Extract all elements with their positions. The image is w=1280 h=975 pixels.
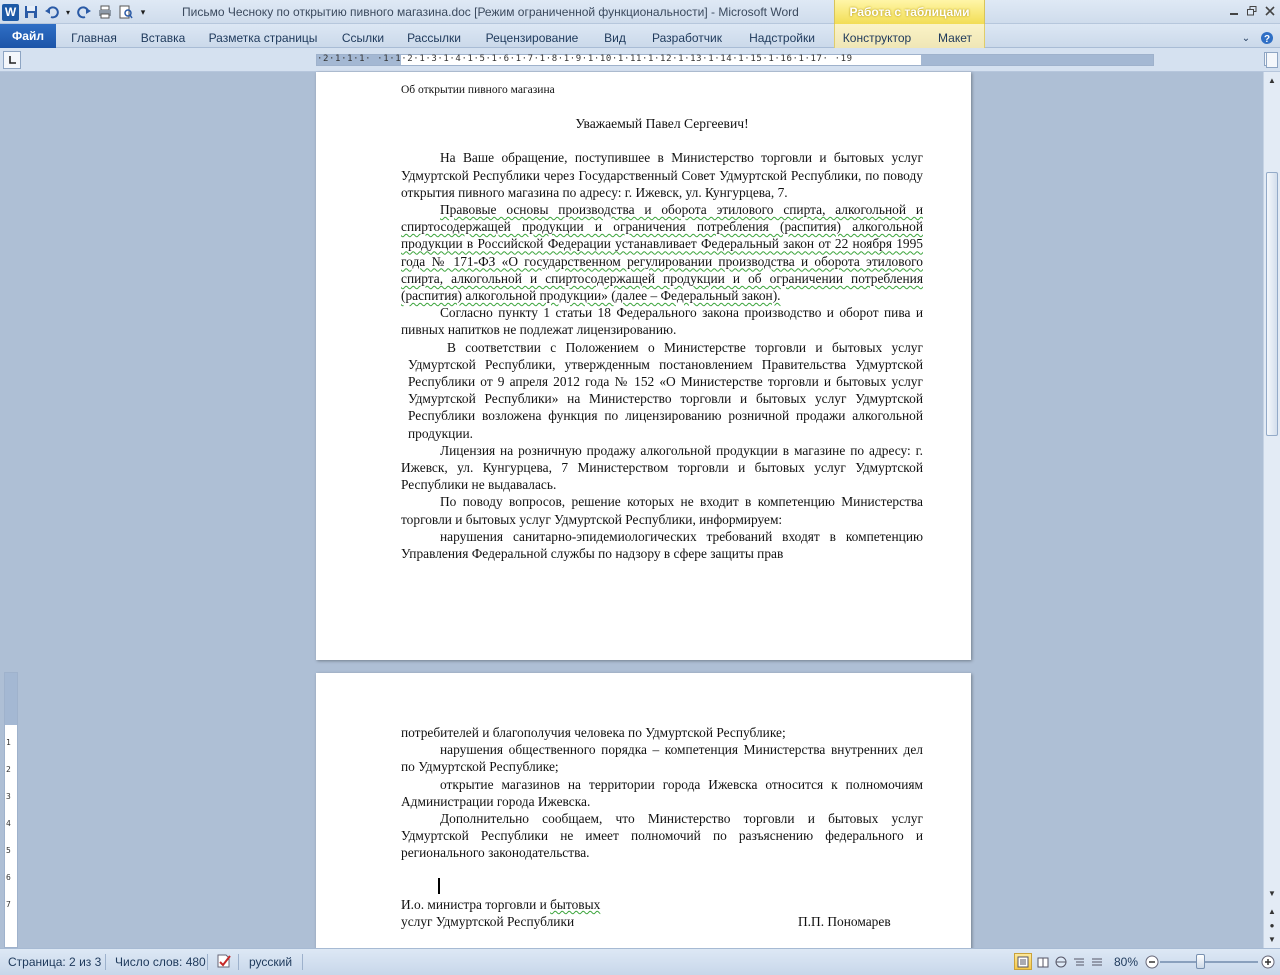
letter-greeting: Уважаемый Павел Сергеевич! <box>575 116 749 132</box>
print-preview-icon[interactable] <box>117 3 135 21</box>
paragraph: В соответствии с Положением о Министерстве торговли и бытовых услуг Удмуртской Республики, утвержденным постановлением Правительства Удмуртской Республики от 9 апреля 2012 года № 152 «О Министерстве торговли и бытовых услуг Удмуртской Республики» на Министерство торговли и бытовых услуг Удмуртской Республики возложена функция по лицензированию розничной продажи алкогольной продукции. <box>408 339 923 441</box>
tab-developer[interactable]: Разработчик <box>652 31 722 45</box>
signature-block <box>401 896 941 930</box>
vertical-scrollbar[interactable] <box>1263 72 1280 948</box>
outline-view-icon[interactable] <box>1070 953 1088 970</box>
vertical-ruler-top-margin <box>5 673 17 725</box>
zoom-in-icon[interactable] <box>1259 953 1277 970</box>
tab-view[interactable]: Вид <box>604 31 626 45</box>
status-separator <box>105 954 106 970</box>
table-tools-group-title: Работа с таблицами <box>834 0 985 24</box>
letter-subject: Об открытии пивного магазина <box>401 84 555 96</box>
zoom-out-icon[interactable] <box>1143 953 1161 970</box>
save-icon[interactable] <box>22 3 40 21</box>
word-app-icon[interactable]: W <box>2 4 19 21</box>
proofing-errors-icon[interactable] <box>216 953 232 972</box>
paragraph: открытие магазинов на территории города Ижевска относится к полномочиям Администрации города Ижевска. <box>401 776 923 809</box>
tab-stop-selector[interactable] <box>3 51 21 69</box>
tab-home[interactable]: Главная <box>71 31 117 45</box>
paragraph: На Ваше обращение, поступившее в Министерство торговли и бытовых услуг Удмуртской Республики через Государственный Совет Удмуртской Республики, по поводу открытия пивного магазина по адресу: г. Ижевск, ул. Кунгурцева, 7. <box>401 150 923 200</box>
undo-icon[interactable] <box>43 3 61 21</box>
horizontal-ruler[interactable] <box>316 54 1154 66</box>
title-bar <box>0 0 1280 24</box>
paragraph: Согласно пункту 1 статьи 18 Федерального закона производство и оборот пива и пивных напитков не подлежат лицензированию. <box>401 305 923 338</box>
paragraph: Дополнительно сообщаем, что Министерство торговли и бытовых услуг Удмуртской Республики не имеет полномочий по разъяснению федерального и регионального законодательства. <box>401 811 923 861</box>
ruler-bar <box>0 48 1280 72</box>
help-icon[interactable] <box>1258 28 1276 48</box>
scroll-thumb[interactable] <box>1266 172 1278 436</box>
status-separator <box>302 954 303 970</box>
svg-text:?: ? <box>1263 34 1271 45</box>
vertical-ruler-scale: 1 2 3 4 5 6 7 <box>6 738 11 909</box>
vertical-ruler[interactable] <box>4 672 18 948</box>
undo-dropdown-icon[interactable]: ▾ <box>65 7 70 17</box>
web-layout-view-icon[interactable] <box>1052 953 1070 970</box>
full-screen-reading-view-icon[interactable] <box>1034 953 1052 970</box>
zoom-level[interactable]: 80% <box>1114 955 1139 969</box>
window-title: Письмо Чесноку по открытию пивного магазина.doc [Режим ограниченной функциональности] - Microsoft Word <box>182 5 799 19</box>
document-page-1[interactable] <box>316 72 971 660</box>
status-bar <box>0 948 1280 975</box>
ribbon-tab-bar <box>0 24 1280 48</box>
redo-icon[interactable] <box>75 3 93 21</box>
grammar-flagged-paragraph: Правовые основы производства и оборота этилового спирта, алкогольной и спиртосодержащей продукции и ограничения потребления (распития) алкогольной продукции в Российской Федерации устанавливает Федеральный закон от 22 ноября 1995 года № 171-ФЗ «О государственном регулировании производства и оборота этилового спирта, алкогольной и спиртосодержащей продукции и об ограничении потребления (распития) алкогольной продукции» (далее – Федеральный закон). <box>401 202 923 304</box>
paragraph: потребителей и благополучия человека по Удмуртской Республике; <box>401 725 786 740</box>
language-status[interactable]: русский <box>249 955 293 969</box>
print-icon[interactable] <box>96 3 114 21</box>
paragraph: Лицензия на розничную продажу алкогольной продукции в магазине по адресу: г. Ижевск, ул. Кунгурцева, 7 Министерством торговли и бытовых услуг Удмуртской Республики не выдавалась. <box>401 442 923 493</box>
status-separator <box>238 954 239 970</box>
tab-insert[interactable]: Вставка <box>140 31 186 45</box>
select-browse-object-icon[interactable]: ● <box>1269 920 1275 930</box>
previous-page-icon[interactable]: ▲ <box>1268 906 1276 916</box>
draft-view-icon[interactable] <box>1088 953 1106 970</box>
next-page-icon[interactable]: ▼ <box>1268 934 1276 944</box>
restore-icon[interactable] <box>1244 3 1260 19</box>
tab-addins[interactable]: Надстройки <box>749 31 815 45</box>
tab-references[interactable]: Ссылки <box>341 31 385 45</box>
document-page-2[interactable] <box>316 673 971 953</box>
signatory-name: П.П. Пономарев <box>798 914 891 929</box>
page-2-text[interactable] <box>401 724 923 862</box>
tab-file[interactable]: Файл <box>0 24 56 48</box>
text-cursor <box>438 878 440 894</box>
close-icon[interactable] <box>1262 3 1278 19</box>
tab-table-layout[interactable]: Макет <box>938 31 972 45</box>
quick-access-toolbar <box>2 2 148 22</box>
tab-page-layout[interactable]: Разметка страницы <box>208 31 318 45</box>
paragraph: нарушения общественного порядка – компетенция Министерства внутренних дел по Удмуртской Республике; <box>401 742 923 775</box>
minimize-icon[interactable] <box>1226 3 1242 19</box>
word-count-status[interactable]: Число слов: 480 <box>115 955 206 969</box>
view-ruler-toggle-icon[interactable] <box>1266 52 1278 68</box>
grammar-flagged-word: бытовых <box>550 897 601 912</box>
tab-table-design[interactable]: Конструктор <box>842 31 912 45</box>
status-separator <box>207 954 208 970</box>
scroll-down-icon[interactable]: ▼ <box>1268 888 1276 898</box>
print-layout-view-icon[interactable] <box>1014 953 1032 970</box>
paragraph: нарушения санитарно-эпидемиологических требований входят в компетенцию Управления Федеральной службы по надзору в сфере защиты прав <box>401 528 923 562</box>
scroll-up-icon[interactable]: ▲ <box>1268 75 1276 85</box>
page-count-status[interactable]: Страница: 2 из 3 <box>8 955 102 969</box>
expand-ribbon-icon[interactable]: ⌄ <box>1241 32 1251 44</box>
zoom-slider-track[interactable] <box>1160 961 1258 963</box>
tab-mailings[interactable]: Рассылки <box>407 31 461 45</box>
tab-review[interactable]: Рецензирование <box>485 31 579 45</box>
paragraph: По поводу вопросов, решение которых не входит в компетенцию Министерства торговли и бытовых услуг Удмуртской Республики, информируем: <box>401 494 923 527</box>
signature-title-line-1: И.о. министра торговли и бытовых <box>401 897 601 912</box>
customize-qat-icon[interactable]: ▾ <box>140 6 146 17</box>
signature-title-line-2: услуг Удмуртской Республики <box>401 914 575 930</box>
zoom-slider-thumb[interactable] <box>1196 954 1205 969</box>
page-1-text[interactable] <box>401 82 923 562</box>
ruler-scale: ·2·1·1·1· ·1·1·2·1·3·1·4·1·5·1·6·1·7·1·8·1·9·1·10·1·11·1·12·1·13·1·14·1·15·1·16·1·17· ·19 <box>317 54 853 64</box>
